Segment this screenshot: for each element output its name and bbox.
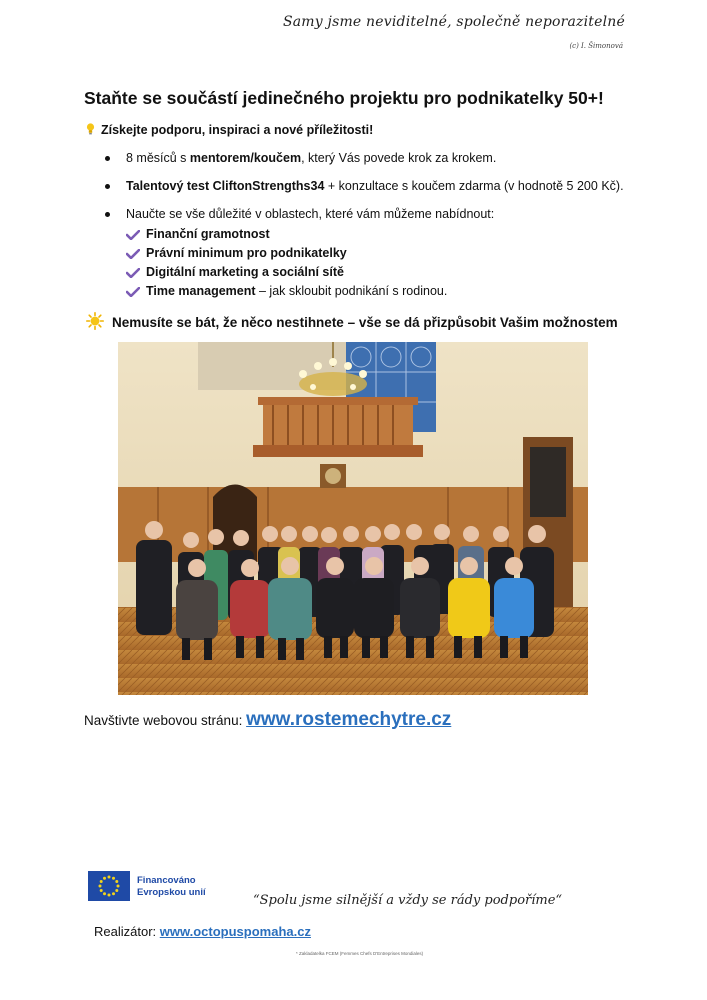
bullet-dot <box>105 212 110 217</box>
support-line <box>86 123 373 137</box>
list-item <box>104 178 644 194</box>
topic-bold: Digitální marketing a sociální sítě <box>146 265 344 279</box>
topic-item <box>126 263 644 282</box>
realizator-label: Realizátor: <box>94 924 160 939</box>
bullet-text: + konzultace s koučem zdarma (v hodnotě 5 200 Kč). <box>324 179 624 193</box>
eu-funding-label <box>137 875 206 899</box>
footer-quote: “Spolu jsme silnější a vždy se rády podpoříme“ <box>253 893 563 908</box>
topic-item <box>126 244 644 263</box>
checkmark-icon <box>126 230 140 240</box>
checkmark-icon <box>126 249 140 259</box>
sun-icon <box>86 312 104 330</box>
bullet-dot <box>105 156 110 161</box>
support-text: Získejte podporu, inspiraci a nové příležitosti! <box>101 123 374 137</box>
bullet-text: 8 měsíců s <box>126 151 190 165</box>
bullet-bold: mentorem/koučem <box>189 151 302 165</box>
bullet-bold: Talentový test CliftonStrengths34 <box>126 179 325 193</box>
topic-item <box>126 225 644 244</box>
bullet-text: , který Vás povede krok za krokem. <box>301 151 497 165</box>
benefits-list <box>104 150 644 311</box>
topic-text: – jak skloubit podnikání s rodinou. <box>255 284 448 298</box>
topic-bold: Finanční gramotnost <box>146 227 270 241</box>
topic-bold: Právní minimum pro podnikatelky <box>146 246 347 260</box>
eu-flag-icon <box>88 871 130 901</box>
website-line <box>84 709 451 731</box>
eu-line-1: Financováno <box>137 875 196 886</box>
footnote: * Zakladatelka FCEM (Femmes Chefs D'Entreprises Mondiales) <box>296 951 424 956</box>
realizator-line <box>94 924 311 939</box>
topic-bold: Time management <box>146 284 256 298</box>
list-item <box>104 206 644 301</box>
list-item <box>104 150 644 166</box>
sun-line <box>86 312 618 330</box>
website-label: Navštivte webovou stránu: <box>84 713 247 728</box>
checkmark-icon <box>126 287 140 297</box>
sun-text: Nemusíte se bát, že něco nestihnete – vše se dá přizpůsobit Vašim možnostem <box>112 315 618 330</box>
lightbulb-icon <box>86 123 95 135</box>
eu-line-2: Evropskou unií <box>137 887 206 898</box>
topic-item <box>126 282 644 301</box>
group-photo <box>118 342 588 695</box>
topics-list <box>126 225 644 301</box>
header-quote: Samy jsme neviditelné, společně neporazitelné <box>282 14 625 30</box>
bullet-dot <box>105 184 110 189</box>
bullet-text: Naučte se vše důležité v oblastech, které vám můžeme nabídnout: <box>126 207 495 221</box>
realizator-link[interactable]: www.octopuspomaha.cz <box>159 924 311 939</box>
website-link[interactable]: www.rostemechytre.cz <box>246 709 452 730</box>
header-signature: (c) I. Šimonová <box>569 42 623 50</box>
group-photo-illustration <box>118 342 588 695</box>
page-title: Staňte se součástí jedinečného projektu pro podnikatelky 50+! <box>84 88 604 108</box>
checkmark-icon <box>126 268 140 278</box>
